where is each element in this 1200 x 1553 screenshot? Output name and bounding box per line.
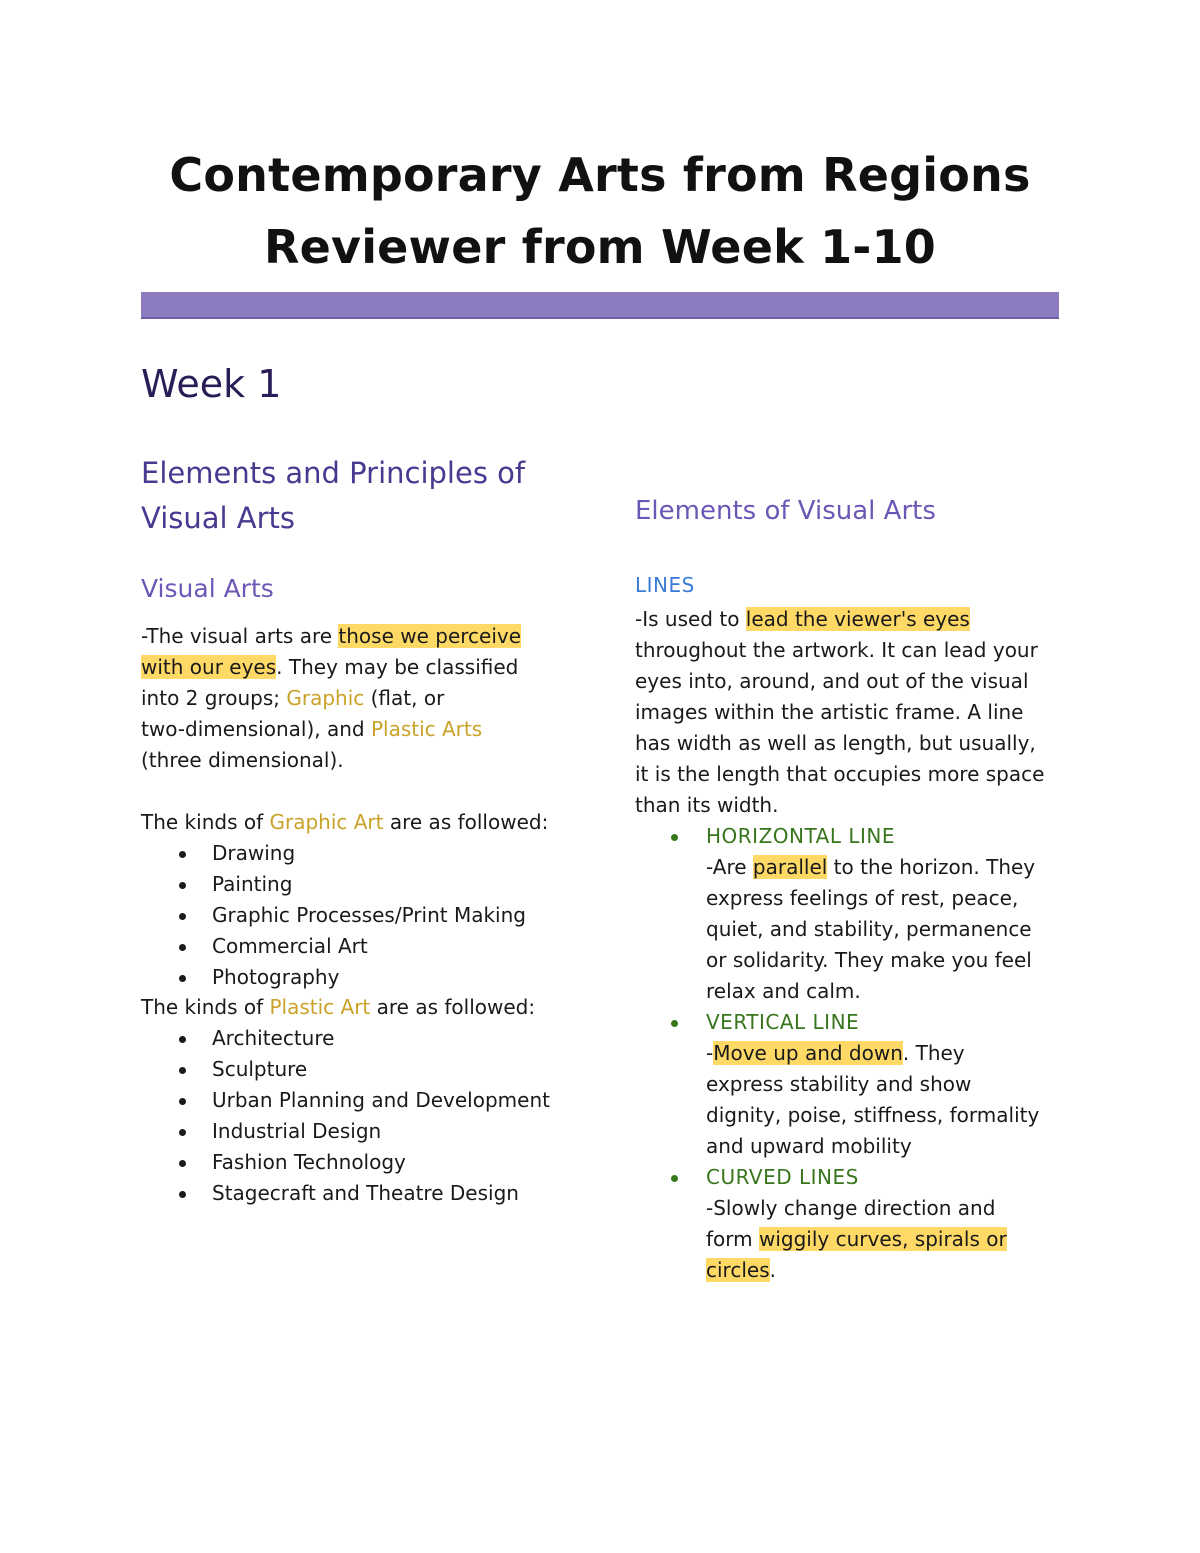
section-heading-elements-principles xyxy=(141,451,525,541)
bullet-icon xyxy=(179,944,186,951)
text-line xyxy=(141,621,601,652)
text-line: eyes into, around, and out of the visual xyxy=(635,669,1029,693)
visual-arts-intro-paragraph xyxy=(141,621,601,776)
term-graphic: Graphic xyxy=(286,686,365,710)
list-item xyxy=(141,1054,550,1085)
text: -Are xyxy=(706,855,753,879)
bullet-icon xyxy=(179,1098,186,1105)
horizontal-line-label: HORIZONTAL LINE xyxy=(706,824,895,848)
document-title-line-2: Reviewer from Week 1-10 xyxy=(263,220,937,274)
plastic-art-list xyxy=(141,1023,550,1209)
bullet-icon xyxy=(179,882,186,889)
list-item xyxy=(141,838,526,869)
list-item-label: Stagecraft and Theatre Design xyxy=(212,1181,519,1205)
curved-lines-item xyxy=(706,1162,1076,1286)
bullet-icon xyxy=(179,975,186,982)
list-item xyxy=(141,900,526,931)
text-line: and upward mobility xyxy=(706,1134,912,1158)
text-line: it is the length that occupies more space xyxy=(635,762,1045,786)
list-item-label: Architecture xyxy=(212,1026,335,1050)
bullet-icon xyxy=(179,1191,186,1198)
text-line xyxy=(141,652,601,683)
list-item xyxy=(141,1116,550,1147)
list-item-label: Sculpture xyxy=(212,1057,308,1081)
bullet-icon xyxy=(671,1175,678,1182)
horizontal-line-item xyxy=(706,821,1076,1007)
subheading-visual-arts: Visual Arts xyxy=(141,574,274,603)
text: to the horizon. They xyxy=(827,855,1036,879)
list-item xyxy=(141,1147,550,1178)
list-item-label: Graphic Processes/Print Making xyxy=(212,903,526,927)
text-line: has width as well as length, but usually, xyxy=(635,731,1036,755)
title-divider-bar xyxy=(141,292,1059,319)
list-item-label: Drawing xyxy=(212,841,296,865)
highlight: lead the viewer's eyes xyxy=(745,607,970,631)
plastic-art-intro xyxy=(141,992,535,1023)
bullet-icon xyxy=(671,1020,678,1027)
list-item xyxy=(141,1178,550,1209)
text-line xyxy=(141,714,601,745)
graphic-art-intro xyxy=(141,807,548,838)
text-line: express stability and show xyxy=(706,1072,972,1096)
bullet-icon xyxy=(179,913,186,920)
list-item-label: Industrial Design xyxy=(212,1119,382,1143)
list-item xyxy=(141,962,526,993)
vertical-line-item xyxy=(706,1007,1076,1162)
bullet-icon xyxy=(179,1067,186,1074)
text-line: express feelings of rest, peace, xyxy=(706,886,1019,910)
bullet-icon xyxy=(671,834,678,841)
text-line xyxy=(706,1255,1076,1286)
text-line: dignity, poise, stiffness, formality xyxy=(706,1103,1040,1127)
term-plastic-art: Plastic Art xyxy=(269,995,371,1019)
text: (flat, or xyxy=(364,686,445,710)
text: . xyxy=(769,1258,776,1282)
section-heading-elements-of-visual-arts: Elements of Visual Arts xyxy=(635,496,936,526)
week-heading: Week 1 xyxy=(141,362,282,406)
list-item xyxy=(141,931,526,962)
text-line xyxy=(706,1038,1076,1069)
bullet-icon xyxy=(179,1036,186,1043)
text: The kinds of xyxy=(141,995,270,1019)
text-line: -Slowly change direction and xyxy=(706,1196,996,1220)
list-item-label: Photography xyxy=(212,965,340,989)
text-line: quiet, and stability, permanence xyxy=(706,917,1032,941)
text-line xyxy=(141,683,601,714)
text-line: images within the artistic frame. A line xyxy=(635,700,1024,724)
text-line xyxy=(706,852,1076,883)
text-line: (three dimensional). xyxy=(141,748,344,772)
subheading-lines: LINES xyxy=(635,573,695,597)
graphic-art-list xyxy=(141,838,526,993)
highlight: parallel xyxy=(752,855,828,879)
list-item-label: Fashion Technology xyxy=(212,1150,406,1174)
bullet-icon xyxy=(179,1160,186,1167)
text: two-dimensional), and xyxy=(141,717,371,741)
document-title-line-1: Contemporary Arts from Regions xyxy=(169,148,1031,202)
list-item-label: Urban Planning and Development xyxy=(212,1088,550,1112)
bullet-icon xyxy=(179,1129,186,1136)
highlight: circles xyxy=(706,1258,770,1282)
term-graphic-art: Graphic Art xyxy=(269,810,384,834)
text: The kinds of xyxy=(141,810,270,834)
lines-paragraph xyxy=(635,604,1075,821)
text-line xyxy=(706,1224,1076,1255)
text: are as followed: xyxy=(383,810,549,834)
text-line: than its width. xyxy=(635,793,779,817)
highlight: wiggily curves, spirals or xyxy=(759,1227,1007,1251)
text-line xyxy=(141,992,535,1023)
highlight: with our eyes xyxy=(141,655,277,679)
heading-line: Elements and Principles of xyxy=(141,456,526,490)
vertical-line-label: VERTICAL LINE xyxy=(706,1010,860,1034)
text: . They may be classified xyxy=(276,655,519,679)
text-line: relax and calm. xyxy=(706,979,861,1003)
text: form xyxy=(706,1227,759,1251)
text-line: or solidarity. They make you feel xyxy=(706,948,1032,972)
heading-line: Visual Arts xyxy=(141,501,296,535)
text-line xyxy=(141,807,548,838)
bullet-icon xyxy=(179,851,186,858)
list-item-label: Painting xyxy=(212,872,293,896)
text: into 2 groups; xyxy=(141,686,287,710)
text-line xyxy=(635,604,1075,635)
text: . They xyxy=(902,1041,965,1065)
list-item xyxy=(141,869,526,900)
highlight: Move up and down xyxy=(713,1041,903,1065)
text: - xyxy=(706,1041,714,1065)
text: -The visual arts are xyxy=(141,624,339,648)
list-item-label: Commercial Art xyxy=(212,934,368,958)
list-item xyxy=(141,1023,550,1054)
curved-lines-label: CURVED LINES xyxy=(706,1165,859,1189)
text: are as followed: xyxy=(370,995,536,1019)
highlight: those we perceive xyxy=(338,624,522,648)
text-line: throughout the artwork. It can lead your xyxy=(635,638,1038,662)
term-plastic-arts: Plastic Arts xyxy=(370,717,483,741)
list-item xyxy=(141,1085,550,1116)
text: -Is used to xyxy=(635,607,746,631)
